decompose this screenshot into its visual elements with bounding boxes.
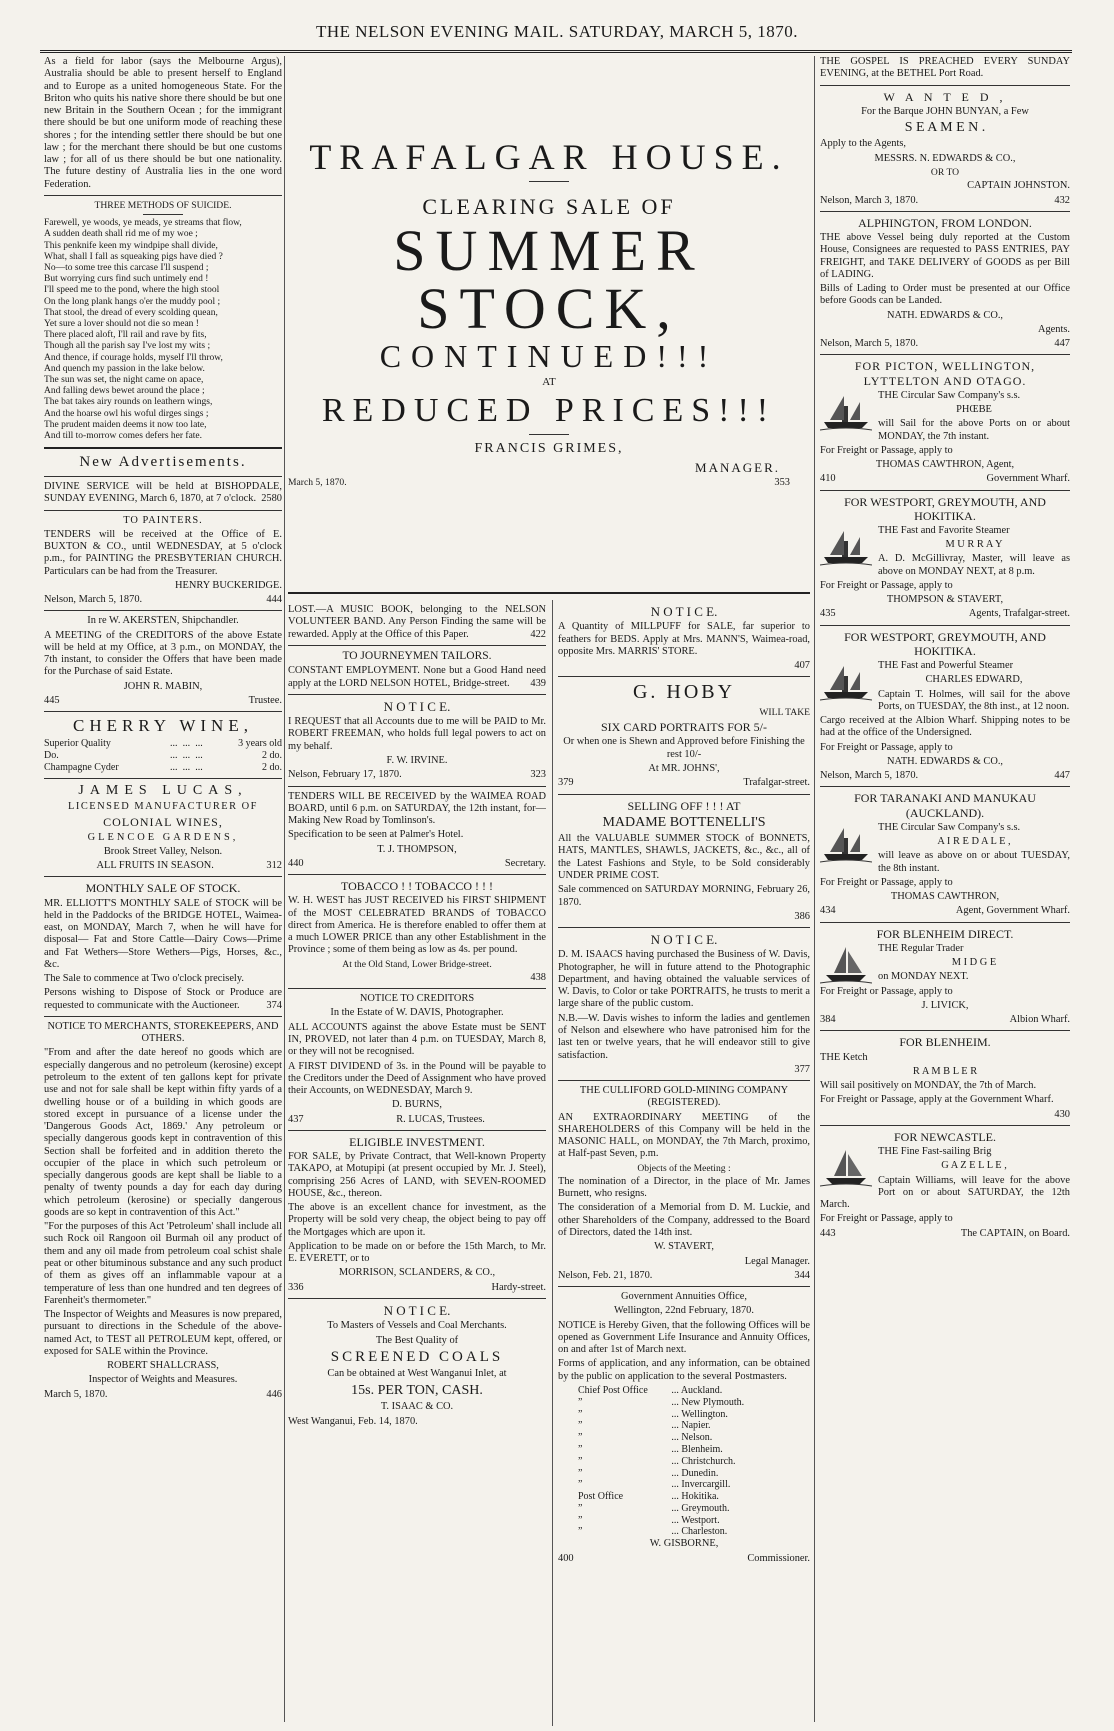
table-cell: ...: [195, 738, 203, 750]
trafalgar-summer: SUMMER STOCK,: [393, 218, 705, 342]
akersten-signature: JOHN R. MABIN,: [123, 680, 203, 692]
table-cell: ”: [578, 1514, 583, 1526]
table-cell: 3 years old: [238, 738, 282, 750]
table-cell: 2 do.: [262, 761, 282, 773]
taranaki-title: FOR TARANAKI AND MANUKAU (AUCKLAND).: [854, 791, 1036, 820]
table-cell: ...: [182, 761, 191, 773]
picton-line-2: will Sail for the above Ports on or about MONDAY, the 7th instant.: [878, 418, 1070, 442]
poem-line: But worrying curs find such untimely end !: [44, 274, 209, 285]
notice-merchants-1: "From and after the date hereof no goods which are especially dangerous and no petroleum (kerosine) except petroleum to the extent of ten gallons kept for private use and not for sale shall be kept within fifty yards of a dwelling house or of a building in which goods are stored except in pursuance of a license under the 'Dangerous Goods Act, 1869.' Any petroleum or specially dangerous goods kept in contravention of this Section shall be forfeited and in addition thereto the occupier of the place in which such petroleum or specially dangerous goods are kept shall be liable to a penalty of twenty pounds a day for each day during which petroleum (kerosine) or specially dangerous goods are so kept in contravention of this Act.": [44, 1047, 282, 1218]
painters-signature: HENRY BUCKERIDGE.: [175, 579, 282, 591]
poem-line: What, shall I fall as squeaking pigs have died ?: [44, 251, 223, 262]
gospel-ad: THE GOSPEL IS PREACHED EVERY SUNDAY EVENING, at the BETHEL Port Road.: [820, 56, 1070, 80]
table-cell: ... Charleston.: [671, 1526, 728, 1538]
table-cell: ... Hokitika.: [671, 1491, 719, 1503]
west2-title: FOR WESTPORT, GREYMOUTH, AND HOKITIKA.: [844, 629, 1046, 658]
hoby-text: Or when one is Shewn and Approved before Finishing the rest 10/-: [563, 736, 805, 760]
trafalgar-francis: FRANCIS GRIMES,: [474, 441, 624, 457]
tenders-spec: Specification to be seen at Palmer's Hotel.: [288, 829, 464, 841]
alph-ad-2: Bills of Lading to Order must be presented at our Office before Goods can be Landed.: [820, 283, 1070, 307]
table-cell: ”: [578, 1420, 583, 1432]
trafalgar-house-ad: [288, 56, 810, 596]
west2-sig: NATH. EDWARDS & CO.,: [886, 755, 1004, 767]
column-1: [44, 56, 282, 1403]
table-cell: ”: [578, 1443, 583, 1455]
taranaki-sig: THOMAS CAWTHRON,: [890, 891, 1000, 903]
lucas-sub3: GLENCOE GARDENS,: [87, 831, 239, 843]
tenders-footer: 440 Secretary.: [288, 857, 546, 869]
west2-ad: [820, 660, 1070, 715]
tenders-ad: TENDERS WILL BE RECEIVED by the WAIMEA ROAD BOARD, until 6 p.m. on SATURDAY, the 12th instant, for— Making New Road by Tomlinson's.: [288, 790, 546, 827]
wanted-footer: Nelson, March 3, 1870. 432: [820, 194, 1070, 206]
table-cell: ”: [578, 1455, 583, 1467]
column-2a: [288, 604, 546, 1724]
wanted-title: W A N T E D ,: [883, 89, 1007, 104]
tobacco-title: TOBACCO ! ! TOBACCO ! ! !: [340, 879, 493, 894]
trafalgar-continued: CONTINUED!!!: [379, 338, 719, 375]
eligible-ad-3: Application to be made on or before the 15th March, to Mr. E. EVERETT, or to: [288, 1240, 546, 1265]
table-cell: ... Blenheim.: [671, 1443, 723, 1455]
table-cell: ... Christchurch.: [671, 1455, 736, 1467]
table-row: [558, 1444, 810, 1456]
creditors-sig1: D. BURNS,: [392, 1099, 442, 1111]
poem-line: The sun was set, the night came on apace,: [44, 375, 204, 386]
table-cell: ”: [578, 1396, 583, 1408]
table-row: [44, 750, 282, 762]
steamer-icon: [820, 527, 872, 567]
wanted-agents: MESSRS. N. EDWARDS & CO.,: [874, 152, 1016, 164]
blen1-line-2: on MONDAY NEXT.: [878, 971, 969, 983]
masthead: THE NELSON EVENING MAIL. SATURDAY, MARCH 5, 1870.: [315, 22, 799, 41]
west2-cargo: Cargo received at the Albion Wharf. Shipping notes to be had at the office of the Undersigned.: [820, 715, 1070, 739]
table-cell: 2 do.: [262, 750, 282, 762]
masters-sig: T. ISAAC & CO.: [380, 1401, 454, 1413]
isaacs-ad: D. M. ISAACS having purchased the Business of W. Davis, Photographer, he will in future attend to the Photographic Department, and having obtained the valuable services of W. Davis, to Color or take PORTRAITS, he trusts to merit a large share of the public custom.: [558, 949, 810, 1010]
west1-ship: M U R R A Y: [945, 539, 1003, 551]
selling-ad: All the VALUABLE SUMMER STOCK of BONNETS, HATS, MANTLES, SHAWLS, JACKETS, &c., &c., all of the Latest Fashions and Style, to be Sold considerably UNDER PRIME COST.: [558, 833, 810, 881]
masters-coals: SCREENED COALS: [330, 1348, 504, 1365]
taranaki-ship: A I R E D A L E ,: [937, 836, 1011, 848]
alph-ad: THE above Vessel being duly reported at the Custom House, Consignees are requested to PASS ENTRIES, PAY FREIGHT, and TAKE DELIVERY of GOODS as per Bill of LADING.: [820, 232, 1070, 280]
picton-sig: THOMAS CAWTHRON, Agent,: [875, 459, 1015, 471]
wanted-sub: For the Barque JOHN BUNYAN, a Few: [861, 105, 1029, 117]
table-cell: ... Auckland.: [671, 1384, 723, 1396]
painters-date: Nelson, March 5, 1870. 444: [44, 594, 282, 606]
gold-role: Legal Manager.: [744, 1255, 810, 1267]
steamer-icon: [820, 392, 872, 432]
masters-date: West Wanganui, Feb. 14, 1870.: [288, 1415, 418, 1427]
selling-title: SELLING OFF ! ! ! AT: [627, 798, 741, 813]
newc-line: THE Fine Fast-sailing Brig: [878, 1146, 992, 1157]
notice-merchants-title: NOTICE TO MERCHANTS, STOREKEEPERS, AND OTHERS.: [47, 1020, 279, 1045]
table-cell: ”: [578, 1432, 583, 1444]
blen2-line-2: Will sail positively on MONDAY, the 7th of March.: [820, 1080, 1037, 1092]
trafalgar-manager: MANAGER.: [695, 459, 780, 475]
table-cell: ”: [578, 1502, 583, 1514]
table-cell: ”: [578, 1467, 583, 1479]
column-divider: [284, 56, 285, 1722]
table-cell: Chief Post Office: [578, 1384, 648, 1396]
table-cell: ... Greymouth.: [671, 1502, 730, 1514]
taranaki-apply: For Freight or Passage, apply to: [820, 876, 953, 888]
akersten-footer: 445 Trustee.: [44, 694, 282, 706]
isaacs-num: 377: [794, 1063, 810, 1075]
table-row: [558, 1420, 810, 1432]
masters-sub: To Masters of Vessels and Coal Merchants.: [327, 1320, 507, 1332]
creditors-footer: 437 R. LUCAS, Trustees.: [288, 1113, 485, 1125]
gov-head: Government Annuities Office,: [621, 1291, 747, 1303]
west2-line-2: Captain T. Holmes, will sail for the above Ports, on TUESDAY, the 8th inst., at 12 noon.: [878, 688, 1070, 712]
table-row: [558, 1397, 810, 1409]
masters-best: The Best Quality of: [375, 1334, 459, 1346]
table-row: [558, 1432, 810, 1444]
poem-line: That stool, the dread of every scolding quean,: [44, 307, 218, 318]
table-cell: Do.: [44, 750, 59, 762]
masters-title: N O T I C E.: [383, 1302, 451, 1318]
blen2-num: 430: [1054, 1108, 1070, 1120]
table-row: [44, 762, 282, 774]
newc-ad: [820, 1146, 1070, 1213]
taranaki-footer: 434 Agent, Government Wharf.: [820, 905, 1070, 917]
taranaki-line-2: will leave as above on or about TUESDAY, the 8th instant.: [878, 850, 1070, 874]
monthly-ad-2: The Sale to commence at Two o'clock precisely.: [44, 973, 244, 985]
wanted-captain: CAPTAIN JOHNSTON.: [967, 180, 1070, 192]
hoby-name: G. HOBY: [632, 681, 736, 704]
trafalgar-title: TRAFALGAR HOUSE.: [309, 137, 789, 177]
lucas-address: Brook Street Valley, Nelson.: [103, 845, 223, 857]
millpuff-title: N O T I C E.: [650, 604, 718, 619]
notice-merchants-sig: ROBERT SHALLCRASS,: [107, 1360, 219, 1372]
hoby-footer: 379 Trafalgar-street.: [558, 777, 810, 789]
suicide-poem: [44, 218, 282, 442]
eligible-ad-2: The above is an excellent chance for investment, as the Property will be sold very cheap, the object being to pay off the Mortgages which are upon it.: [288, 1202, 546, 1238]
table-row: [558, 1526, 810, 1538]
steamer-icon: [820, 824, 872, 864]
wanted-seamen: S E A M E N .: [904, 119, 986, 135]
blen1-footer: 384 Albion Wharf.: [820, 1014, 1070, 1026]
poem-line: And till to-morrow comes defers her fate.: [44, 431, 203, 442]
picton-line: THE Circular Saw Company's s.s.: [878, 389, 1021, 401]
gold-item-2: The consideration of a Memorial from D. M. Luckie, and other Shareholders of the Company, addressed to the Board of Directors, dated the 14th inst.: [558, 1202, 810, 1238]
blen2-title: FOR BLENHEIM.: [899, 1035, 991, 1050]
alph-footer: Nelson, March 5, 1870. 447: [820, 338, 1070, 350]
poem-line: And falling dews bewet around the place ;: [44, 386, 205, 397]
table-cell: ...: [182, 738, 191, 750]
table-cell: ... Dunedin.: [671, 1467, 719, 1479]
table-cell: ...: [182, 750, 191, 762]
newc-footer: 443 The CAPTAIN, on Board.: [820, 1227, 1070, 1239]
west2-line: THE Fast and Powerful Steamer: [878, 660, 1014, 672]
blen1-ship: M I D G E: [951, 957, 997, 969]
new-ads-heading: New Advertisements.: [79, 454, 247, 471]
notice-merchants-3: The Inspector of Weights and Measures is now prepared, pursuant to directions in the Schedule of the above-named Act, to TEST all PETROLEUM kept, offered, or exposed for SALE within the Province.: [44, 1309, 282, 1357]
sailing-ship-icon: [820, 1148, 872, 1188]
irvine-title: N O T I C E.: [383, 698, 451, 714]
monthly-title: MONTHLY SALE OF STOCK.: [85, 881, 241, 896]
painters-ad: TENDERS will be received at the Office of E. BUXTON & CO., until WEDNESDAY, at 5 o'clock p.m., for PAINTING the PRESBYTERIAN CHURCH. Particulars can be had from the Treasurer.: [44, 528, 282, 577]
newc-ship: G A Z E L L E ,: [941, 1160, 1007, 1172]
alph-title: ALPHINGTON, FROM LONDON.: [858, 215, 1032, 230]
west1-sig: THOMPSON & STAVERT,: [886, 594, 1004, 606]
table-row: [558, 1503, 810, 1515]
gov-footer: 400 Commissioner.: [558, 1552, 810, 1564]
table-row: [558, 1515, 810, 1527]
irvine-footer: Nelson, February 17, 1870. 323: [288, 769, 546, 781]
poem-line: Farewell, ye woods, ye meads, ye streams that flow,: [44, 218, 242, 229]
steamer-icon: [820, 662, 872, 702]
sailing-ship-icon: [820, 945, 872, 985]
gov-sig: W. GISBORNE,: [649, 1538, 719, 1550]
taranaki-ad: [820, 822, 1070, 877]
tobacco-ad: W. H. WEST has JUST RECEIVED his FIRST SHIPMENT of the MOST CELEBRATED BRANDS of TOBACCO direct from America. He is therefore enabled to offer them at a much LOWER PRICE than any other Establishment in the Province ; some of them being as low as 4s. per pound.: [288, 895, 546, 956]
blen2-line: THE Ketch: [820, 1051, 868, 1063]
west1-line-2: A. D. McGillivray, Master, will leave as above on MONDAY NEXT, at 8 p.m.: [878, 553, 1070, 577]
trafalgar-at: AT: [542, 376, 556, 389]
table-cell: Superior Quality: [44, 738, 111, 750]
blen2-ship: R A M B L E R: [912, 1065, 978, 1077]
picton-title: FOR PICTON, WELLINGTON, LYTTELTON AND OTAGO.: [854, 359, 1036, 388]
picton-ship: PHŒBE: [956, 403, 992, 415]
gov-head2: Wellington, 22nd February, 1870.: [614, 1305, 754, 1317]
poem-line: The prudent maiden deems it now too late,: [44, 419, 207, 430]
table-cell: ...: [195, 750, 203, 762]
table-cell: ”: [578, 1479, 583, 1491]
blen2-apply: For Freight or Passage, apply at the Government Wharf.: [820, 1094, 1054, 1106]
poem-line: On the long plank hangs o'er the muddy pool ;: [44, 296, 221, 307]
gold-item-1: The nomination of a Director, in the place of Mr. James Burnett, who resigns.: [558, 1175, 810, 1200]
taranaki-line: THE Circular Saw Company's s.s.: [878, 821, 1021, 833]
trafalgar-clearing: CLEARING SALE OF: [422, 194, 676, 220]
column-2b: [558, 604, 810, 1724]
table-cell: ... Napier.: [671, 1420, 711, 1432]
table-row: [558, 1491, 810, 1503]
column-3: [820, 56, 1070, 1242]
blen1-ad: [820, 943, 1070, 986]
masters-price: 15s. PER TON, CASH.: [351, 1382, 483, 1398]
newc-title: FOR NEWCASTLE.: [894, 1129, 996, 1144]
picton-ad: [820, 390, 1070, 445]
eligible-footer: 336 Hardy-street.: [288, 1281, 546, 1293]
masthead-rule: [40, 50, 1072, 53]
west1-footer: 435 Agents, Trafalgar-street.: [820, 608, 1070, 620]
west2-ship: CHARLES EDWARD,: [925, 674, 1023, 686]
notice-merchants-role: Inspector of Weights and Measures.: [88, 1374, 238, 1386]
suicide-title: THREE METHODS OF SUICIDE.: [94, 199, 232, 211]
millpuff-num: 407: [794, 660, 810, 672]
west1-ad: [820, 525, 1070, 580]
blen1-apply: For Freight or Passage, apply to: [820, 985, 953, 997]
federation-article: As a field for labor (says the Melbourne Argus), Australia should be able to present herself to England and to Europe as a united homogeneous State. For the Briton who quits his native shore there should be but one new Britain in the Southern Ocean ; for the immigrant there should be but one uniform mode of reaching these shores ; for the intending settler there should be but one law ; for the merchant there should be but one customs law ; for all of us there should be but one nationality. The future destiny of Australia lies in the one word Federation.: [44, 56, 282, 190]
millpuff-ad: A Quantity of MILLPUFF for SALE, far superior to feathers for BEDS. Apply at Mrs. MANN'S, Waimea-road, opposite Mrs. MARRIS' STORE.: [558, 621, 810, 657]
gold-title: THE CULLIFORD GOLD-MINING COMPANY (REGISTERED).: [579, 1085, 789, 1109]
creditors-sub: In the Estate of W. DAVIS, Photographer.: [330, 1007, 504, 1019]
selling-ad-2: Sale commenced on SATURDAY MORNING, February 26, 1870.: [558, 884, 810, 908]
table-cell: ... New Plymouth.: [671, 1396, 745, 1408]
poem-line: Though all the parish say I've lost my wits ;: [44, 341, 211, 352]
poem-line: This penknife keen my windpipe shall divide,: [44, 240, 218, 251]
west2-apply: For Freight or Passage, apply to: [820, 741, 953, 753]
alph-sig: NATH. EDWARDS & CO.,: [886, 309, 1004, 321]
table-cell: ... Wellington.: [671, 1408, 728, 1420]
notice-merchants-2: "For the purposes of this Act 'Petroleum' shall include all such Rock oil Rangoon oil Burmah oil any product of them and any oil made from petroleum coal schist shale peat or other bituminous substance and any such product of them as gives off an inflammable vapour at a temperature of less than one hundred and ten degrees of Farenheit's thermometer.": [44, 1221, 282, 1306]
hoby-title: SIX CARD PORTRAITS FOR 5/-: [601, 720, 767, 735]
newc-apply: For Freight or Passage, apply to: [820, 1213, 953, 1225]
masters-can: Can be obtained at West Wanganui Inlet, at: [327, 1368, 507, 1380]
lucas-title: JAMES LUCAS,: [78, 782, 248, 798]
table-row: [558, 1479, 810, 1491]
poem-line: I'll speed me to the pond, where the high stool: [44, 285, 220, 296]
tobacco-num: 438: [530, 971, 546, 983]
divine-service-ad: DIVINE SERVICE will be held at BISHOPDALE, SUNDAY EVENING, March 6, 1870, at 7 o'clock. 2580: [44, 480, 282, 505]
isaacs-ad-2: N.B.—W. Davis wishes to inform the ladies and gentlemen of Nelson and elsewhere who have patronised him for the last ten or twelve years, that he will endeavor still to give satisfaction.: [558, 1012, 810, 1061]
column-divider: [814, 56, 815, 1722]
eligible-sig: MORRISON, SCLANDERS, & CO.,: [338, 1267, 496, 1279]
monthly-ad-3: Persons wishing to Dispose of Stock or Produce are requested to communicate with the Auctioneer. 374: [44, 987, 282, 1011]
eligible-ad: FOR SALE, by Private Contract, that Well-known Property TAKAPO, at Motupipi (at present occupied by Mr. J. Steel), comprising 256 Acres of LAND, with SEVEN-ROOMED HOUSE, &c., thereon.: [288, 1151, 546, 1199]
notice-merchants-footer: March 5, 1870. 446: [44, 1388, 282, 1400]
poem-line: No—to some tree this carcase I'll suspend ;: [44, 263, 209, 274]
table-cell: ...: [170, 738, 178, 750]
wine-table: [44, 738, 282, 773]
table-row: [558, 1468, 810, 1480]
poem-line: The bat takes airy rounds on leathern wings,: [44, 397, 213, 408]
west2-footer: Nelson, March 5, 1870. 447: [820, 770, 1070, 782]
west1-line: THE Fast and Favorite Steamer: [878, 524, 1010, 536]
irvine-sig: F. W. IRVINE.: [386, 755, 448, 767]
creditors-ad: ALL ACCOUNTS against the above Estate must be SENT IN, PROVED, not later than 4 p.m. on TUESDAY, March 8, or they will not be recognised.: [288, 1021, 546, 1058]
table-row: [44, 738, 282, 750]
gov-ad-2: Forms of application, and any information, can be obtained by the public on application to the several Postmasters.: [558, 1358, 810, 1382]
gold-ad: AN EXTRAORDINARY MEETING of the SHAREHOLDERS of this Company will be held in the MASONIC HALL, on MONDAY, the 7th March, proximo, at Half-past Seven, p.m.: [558, 1111, 810, 1160]
trafalgar-reduced: REDUCED PRICES!!!: [321, 392, 777, 430]
lost-ad: LOST.—A MUSIC BOOK, belonging to the NELSON VOLUNTEER BAND. Any Person Finding the same will be rewarded. Apply at the Office of this Paper. 422: [288, 604, 546, 640]
creditors-title: NOTICE TO CREDITORS: [359, 993, 475, 1005]
table-cell: Post Office: [578, 1491, 624, 1503]
hoby-will: WILL TAKE: [759, 706, 810, 718]
gov-ad: NOTICE is Hereby Given, that the following Offices will be opened as Government Life Insurance and Annuity Offices, on and after 1st of March next.: [558, 1319, 810, 1356]
poem-line: And quench my passion in the lake below.: [44, 363, 205, 374]
poem-line: And the hoarse owl his woful dirges sings ;: [44, 408, 209, 419]
table-cell: ... Nelson.: [671, 1432, 713, 1444]
isaacs-title: N O T I C E.: [650, 932, 718, 948]
eligible-title: ELIGIBLE INVESTMENT.: [349, 1134, 485, 1149]
table-cell: ”: [578, 1526, 583, 1538]
monthly-ad: MR. ELLIOTT'S MONTHLY SALE of STOCK will be held in the Paddocks of the BRIDGE HOTEL, Waimea-east, on MONDAY, March 7, when he will have for disposal— Fat and Store Cattle—Dairy Cows—Prime and Fat Wethers—Store Wethers—Pigs, Horses, &c., &c.: [44, 897, 282, 970]
table-cell: ...: [170, 750, 178, 762]
gold-sig: W. STAVERT,: [654, 1241, 714, 1253]
blen1-sig: J. LIVICK,: [921, 999, 969, 1011]
irvine-ad: I REQUEST that all Accounts due to me will be PAID to Mr. ROBERT FREEMAN, who holds full legal powers to act on my behalf.: [288, 716, 546, 752]
west1-title: FOR WESTPORT, GREYMOUTH, AND HOKITIKA.: [844, 494, 1046, 523]
table-row: [558, 1456, 810, 1468]
newc-line-2: Captain Williams, will leave for the above Port on or about SATURDAY, the 12th March.: [820, 1174, 1070, 1211]
poem-line: Yet sure a lover should not die so mean !: [44, 319, 199, 330]
table-row: [558, 1409, 810, 1421]
table-cell: ... Westport.: [671, 1514, 720, 1526]
wanted-apply: Apply to the Agents,: [820, 138, 907, 150]
poem-line: And thence, if courage holds, myself I'll throw,: [44, 352, 223, 363]
hoby-at: At MR. JOHNS',: [648, 762, 720, 774]
akersten-ad: A MEETING of the CREDITORS of the above Estate will be held at my Office, at 3 p.m., on MONDAY, the 7th instant, to consider the Offers that have been made for the Purchase of said Estate.: [44, 629, 282, 678]
selling-name: MADAME BOTTENELLI'S: [602, 814, 766, 830]
tenders-sig: T. J. THOMPSON,: [377, 843, 457, 855]
blen1-title: FOR BLENHEIM DIRECT.: [876, 926, 1014, 941]
picton-apply: For Freight or Passage, apply to: [820, 444, 953, 456]
table-cell: ... Invercargill.: [671, 1479, 731, 1491]
blen1-line: THE Regular Trader: [878, 942, 964, 954]
lucas-sub2: COLONIAL WINES,: [103, 815, 223, 830]
alph-role: Agents.: [1037, 323, 1070, 335]
wine-title: CHERRY WINE,: [73, 716, 253, 736]
gov-offices-table: [558, 1385, 810, 1538]
table-cell: ”: [578, 1408, 583, 1420]
picton-footer: 410 Government Wharf.: [820, 473, 1070, 485]
gold-footer: Nelson, Feb. 21, 1870. 344: [558, 1269, 810, 1281]
tobacco-stand: At the Old Stand, Lower Bridge-street.: [342, 958, 492, 970]
lucas-fruits: ALL FRUITS IN SEASON. 312: [96, 860, 282, 872]
table-cell: ...: [170, 761, 178, 773]
column-2: [288, 56, 810, 1726]
painters-title: TO PAINTERS.: [123, 514, 203, 526]
gold-objects: Objects of the Meeting :: [637, 1162, 731, 1174]
tailors-title: TO JOURNEYMEN TAILORS.: [342, 649, 492, 662]
creditors-ad-2: A FIRST DIVIDEND of 3s. in the Pound will be payable to the Creditors under the Deed of Assignment who have proved their Accounts, on WEDNESDAY, March 9.: [288, 1060, 546, 1097]
lucas-sub: LICENSED MANUFACTURER OF: [68, 801, 258, 813]
poem-line: A sudden death shall rid me of my woe ;: [44, 229, 198, 240]
selling-num: 386: [794, 910, 810, 922]
table-cell: ...: [195, 761, 203, 773]
wanted-or: OR TO: [930, 167, 960, 178]
west1-apply: For Freight or Passage, apply to: [820, 579, 953, 591]
trafalgar-footer: March 5, 1870. 353: [288, 477, 790, 489]
tailors-ad: CONSTANT EMPLOYMENT. None but a Good Hand need apply at the LORD NELSON HOTEL, Bridge-street. 439: [288, 665, 546, 689]
poem-line: There placed aloft, I'll rail and rave by fits,: [44, 330, 207, 341]
table-row: [558, 1385, 810, 1397]
table-cell: Champagne Cyder: [44, 761, 119, 773]
akersten-title: In re W. AKERSTEN, Shipchandler.: [87, 615, 239, 627]
